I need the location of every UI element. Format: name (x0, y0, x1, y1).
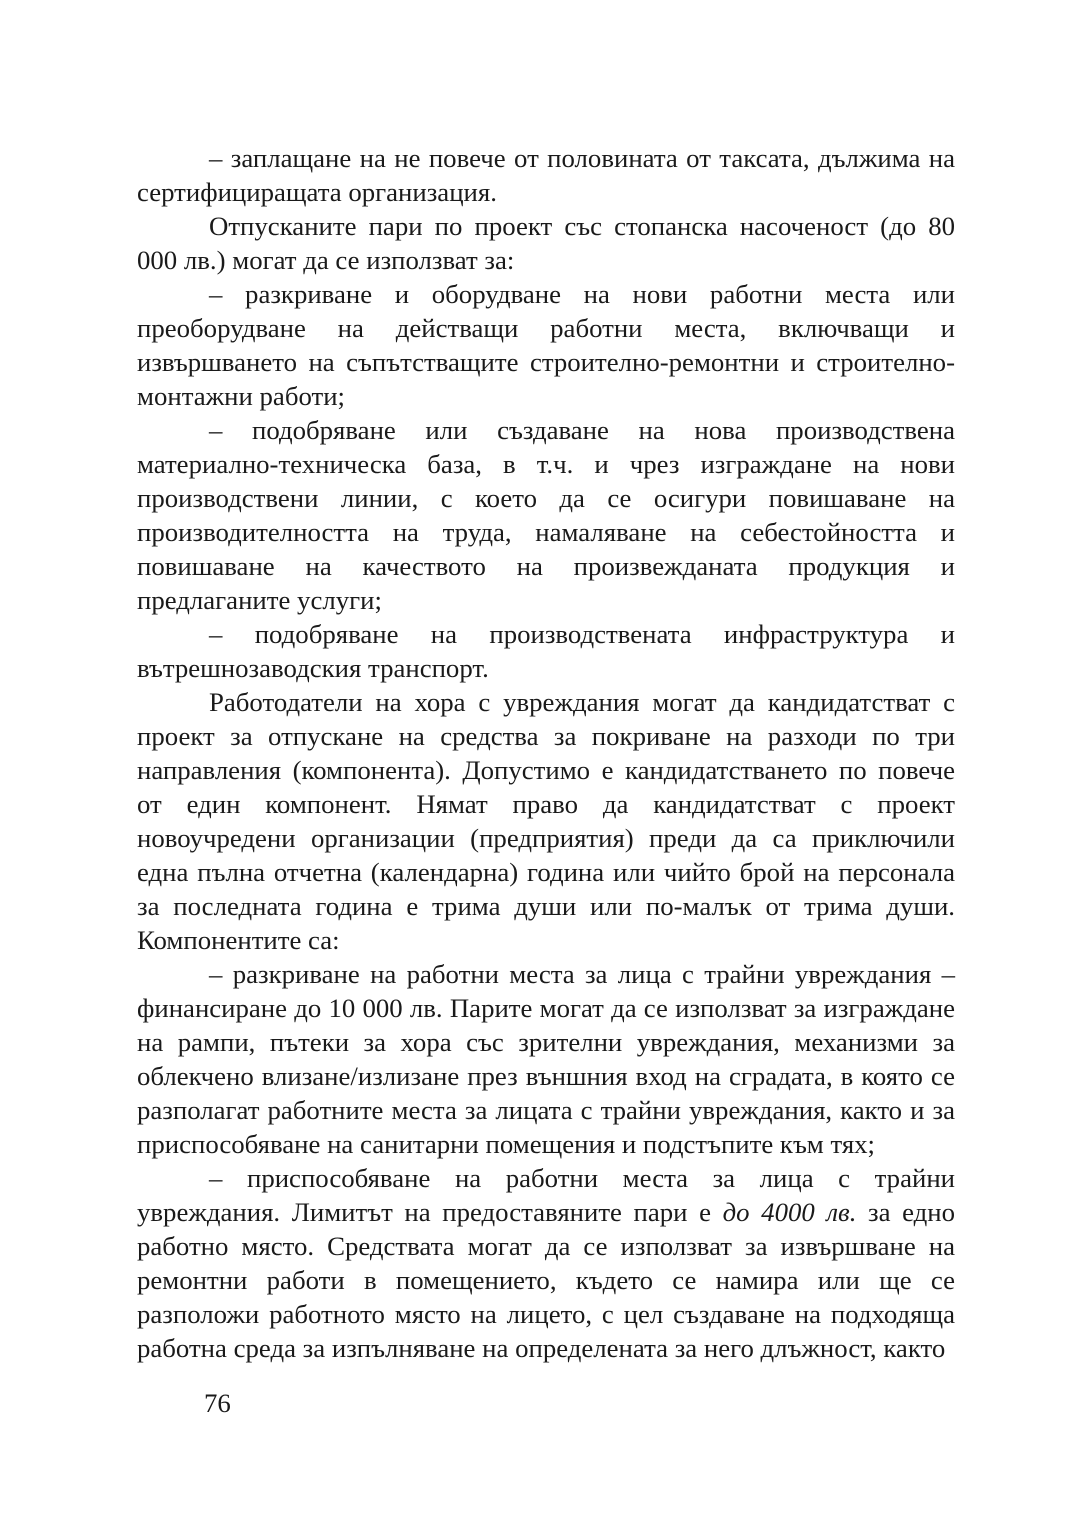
paragraph-production-base: – подобряване или създаване на нова производствена материално-техническа база, в т.ч. и чрез изграждане на нови производствени линии, с което да се осигури повишаване на производителността на труда, намаляване на себестойността и повишаване на качеството на произвежданата продукция и предлаганите услуги; (137, 415, 955, 615)
page-body (137, 141, 955, 1365)
paragraph-infrastructure: – подобряване на производствената инфраструктура и вътрешнозаводския транспорт. (137, 619, 955, 683)
paragraph-workplace-adaptation (137, 1161, 955, 1365)
paragraph-employers: Работодатели на хора с увреждания могат да кандидатстват с проект за отпускане на средства за покриване на разходи по три направления (компонента). Допустимо е кандидатстването по повече от един компонент. Нямат право да кандидатстват с проект новоучредени организации (предприятия) преди да са приключили една пълна отчетна (календарна) година или чийто брой на персонала за последната година е трима души или по-малък от трима души. Компонентите са: (137, 687, 955, 955)
paragraph-new-workplaces: – разкриване и оборудване на нови работни места или преоборудване на действащи работни места, включващи и извършването на съпътстващите строително-ремонтни и строително-монтажни работи; (137, 279, 955, 411)
page-number: 76 (204, 1388, 231, 1418)
adaptation-text-before: – приспособяване на работни места за лица с трайни увреждания. Лимитът на предоставяните пари е (137, 1163, 955, 1227)
adaptation-limit-emphasis: до 4000 лв. (722, 1197, 857, 1227)
adaptation-text-after: за едно работно място. Средствата могат да се използват за извършване на ремонтни работи в помещението, където се намира или ще се разположи работното място на лицето, с цел създаване на подходяща работна среда за изпълняване на определената за него длъжност, както (137, 1197, 956, 1363)
paragraph-certification-fee: – заплащане на не повече от половината от таксата, дължима на сертифициращата организация. (137, 143, 955, 207)
paragraph-workplace-opening: – разкриване на работни места за лица с трайни увреждания – финансиране до 10 000 лв. Парите могат да се използват за изграждане на рампи, пътеки за хора със зрителни увреждания, механизми за облекчено влизане/излизане през външния вход на сградата, в която се разполагат работните места за лицата с трайни увреждания, както и за приспособяване на санитарни помещения и подстъпите към тях; (137, 959, 955, 1159)
paragraph-economic-project: Отпусканите пари по проект със стопанска насоченост (до 80 000 лв.) могат да се използват за: (137, 211, 955, 275)
